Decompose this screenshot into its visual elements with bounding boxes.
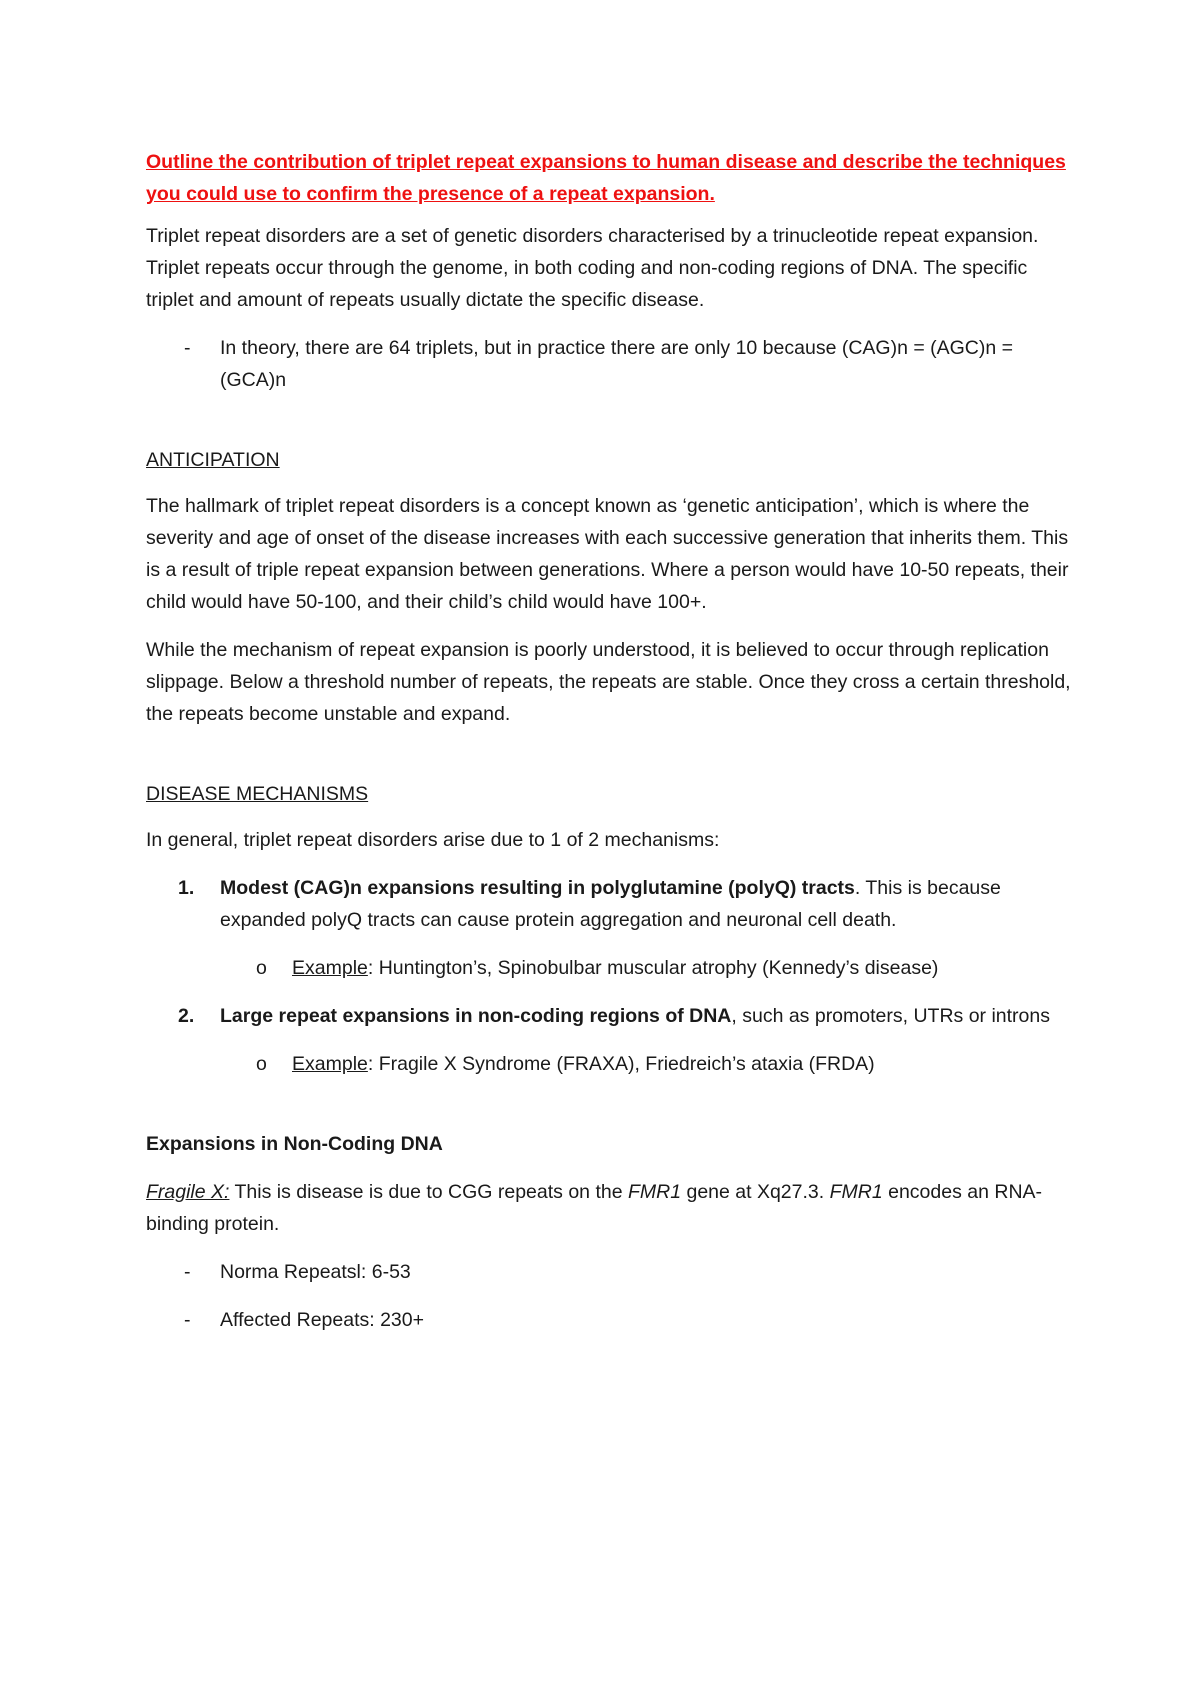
list-item-text: Norma Repeatsl: 6-53: [220, 1261, 411, 1283]
example-text: : Huntington’s, Spinobulbar muscular atrophy (Kennedy’s disease): [367, 957, 939, 979]
spacer: [146, 412, 1076, 444]
gene-name: FMR1: [627, 1181, 682, 1203]
section-heading-anticipation: ANTICIPATION: [146, 449, 280, 471]
item-text: , such as promoters, UTRs or introns: [731, 1005, 1050, 1027]
mechanisms-intro: In general, triplet repeat disorders arise due to 1 of 2 mechanisms:: [146, 829, 720, 851]
spacer: [146, 1096, 1076, 1128]
document-body: [146, 146, 1076, 1352]
item-bold-text: Modest (CAG)n expansions resulting in polyglutamine (polyQ) tracts: [220, 877, 855, 899]
dash-marker: -: [184, 1261, 191, 1283]
example-item-1: [146, 952, 1076, 984]
fragile-x-text: encodes an RNA-binding protein.: [146, 1181, 1043, 1235]
list-number: 1.: [178, 877, 195, 899]
list-number: 2.: [178, 1005, 195, 1027]
list-item: [146, 332, 1076, 396]
fragile-x-label: Fragile X:: [146, 1181, 230, 1203]
sub-bullet-marker: o: [256, 1053, 267, 1075]
numbered-item-1: [146, 872, 1076, 936]
dash-marker: -: [184, 1309, 191, 1331]
fragile-x-paragraph: [146, 1176, 1076, 1240]
gene-name: FMR1: [829, 1181, 883, 1203]
section-heading-mechanisms: DISEASE MECHANISMS: [146, 783, 369, 805]
fragile-x-text: gene at Xq27.3.: [681, 1181, 830, 1203]
numbered-item-2: [146, 1000, 1076, 1032]
page-title: Outline the contribution of triplet repeat expansions to human disease and describe the techniques you could use to confirm the presence of a repeat expansion.: [146, 151, 1066, 205]
item-text: . This is because expanded polyQ tracts can cause protein aggregation and neuronal cell death.: [220, 877, 1001, 931]
dash-marker: -: [184, 337, 191, 359]
anticipation-paragraph-1: The hallmark of triplet repeat disorders is a concept known as ‘genetic anticipation’, which is where the severity and age of onset of the disease increases with each successive generation that inherits them. This is a result of triple repeat expansion between generations. Where a person would have 10-50 repeats, their child would have 50-100, and their child’s child would have 100+.: [146, 495, 1069, 613]
example-label: Example: [292, 957, 368, 979]
fragile-x-text: This is disease is due to CGG repeats on the: [229, 1181, 628, 1203]
list-item: [146, 1304, 1076, 1336]
sub-bullet-marker: o: [256, 957, 267, 979]
intro-paragraph: Triplet repeat disorders are a set of genetic disorders characterised by a trinucleotide repeat expansion. Triplet repeats occur through the genome, in both coding and non-coding regions of DNA. The specific triplet and amount of repeats usually dictate the specific disease.: [146, 225, 1039, 311]
list-item: [146, 1256, 1076, 1288]
spacer: [146, 746, 1076, 778]
list-item-text: In theory, there are 64 triplets, but in practice there are only 10 because (CAG)n = (AGC)n = (GCA)n: [220, 337, 1014, 391]
example-label: Example: [292, 1053, 368, 1075]
example-text: : Fragile X Syndrome (FRAXA), Friedreich’s ataxia (FRDA): [367, 1053, 875, 1075]
item-bold-text: Large repeat expansions in non-coding regions of DNA: [220, 1005, 732, 1027]
section-heading-noncoding: Expansions in Non-Coding DNA: [146, 1133, 443, 1155]
list-item-text: Affected Repeats: 230+: [220, 1309, 424, 1331]
example-item-2: [146, 1048, 1076, 1080]
anticipation-paragraph-2: While the mechanism of repeat expansion is poorly understood, it is believed to occur through replication slippage. Below a threshold number of repeats, the repeats are stable. Once they cross a certain threshold, the repeats become unstable and expand.: [146, 639, 1071, 725]
